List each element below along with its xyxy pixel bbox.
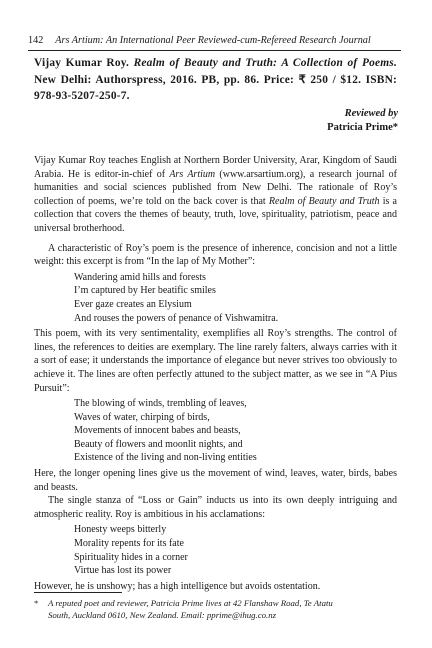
book-title-italic: Realm of Beauty and Truth (268, 195, 380, 207)
paragraph-5: The single stanza of “Loss or Gain” inducts us into its own deeply intriguing and atmospheric reality. Roy is ambitious in his acclamations: (34, 495, 397, 520)
footnote-line-1: A reputed poet and reviewer, Patricia Prime lives at 42 Flanshaw Road, Te Atatu (48, 598, 333, 608)
verse-line: Existence of the living and non-living entities (74, 452, 257, 464)
footnote-line-2: South, Auckland 0610, New Zealand. Email: pprime@ihug.co.nz (48, 610, 277, 620)
journal-name-italic: Ars Artium (169, 168, 216, 180)
paragraph-1-text-a: Vijay Kumar Roy teaches English at Northern Border University, Arar, Kingdom of Saudi Arabia. He is editor-in-chief of (34, 155, 397, 180)
verse-line: Virtue has lost its power (74, 565, 172, 577)
footnote-marker: * (34, 598, 39, 608)
reviewer-name: Patricia Prime* (327, 122, 398, 133)
verse-line: Morality repents for its fate (74, 538, 184, 550)
verse-line: Waves of water, chirping of birds, (74, 411, 210, 423)
verse-line: Beauty of flowers and moonlit nights, and (74, 438, 243, 450)
journal-title: Ars Artium: An International Peer Reviewed-cum-Refereed Research Journal (55, 35, 371, 46)
verse-line: And rouses the powers of penance of Vishwamitra. (74, 312, 279, 324)
verse-line: Ever gaze creates an Elysium (74, 298, 192, 310)
paragraph-2: A characteristic of Roy’s poem is the presence of inherence, concision and not a little weight: this excerpt is from “In the lap of My Mother”: (34, 242, 397, 268)
book-title: Realm of Beauty and Truth: A Collection of Poems. (133, 57, 397, 69)
paragraph-3: This poem, with its very sentimentality, exemplifies all Roy’s strengths. The control of lines, the references to deities are exemplary. The line rarely falters, always carries with it a sort of ease; it understands the importance of elegance but never strives too obviously to achieve it. The lines are often perfectly attuned to the subject matter, as we see in “A Pius Pursuit”: (34, 328, 397, 394)
verse-line: Spirituality hides in a corner (74, 551, 188, 563)
review-citation (34, 55, 397, 105)
reviewed-by-label: Reviewed by (344, 108, 398, 119)
paragraph-6: However, he is unshowy; has a high intelligence but avoids ostentation. (34, 580, 321, 592)
verse-line: The blowing of winds, trembling of leaves, (74, 398, 247, 410)
verse-line: Honesty weeps bitterly (74, 524, 167, 536)
running-header (28, 34, 401, 48)
page-number: 142 (28, 35, 44, 46)
paragraph-1 (34, 154, 397, 236)
reviewer-block (327, 107, 398, 135)
verse-line: I’m captured by Her beatific smiles (74, 285, 216, 297)
paragraph-1-text-c: (www.arsartium.org), a research journal of humanities and social sciences published from New Delhi. The rationale of Roy’s collection of poems, we’re told on the back cover is that (34, 168, 397, 207)
verse-excerpt-2 (74, 397, 397, 465)
verse-excerpt-1 (74, 271, 397, 325)
paragraph-4: Here, the longer opening lines give us the movement of wind, leaves, water, birds, babes and beasts. (34, 468, 397, 493)
footnote (34, 597, 397, 621)
paragraph-1-text-e: is a collection that covers the themes of beauty, truth, love, spirituality, patriotism, peace and universal brotherhood. (34, 195, 397, 234)
book-author: Vijay Kumar Roy. (34, 57, 130, 69)
verse-line: Wandering amid hills and forests (74, 271, 206, 283)
footnote-rule (34, 592, 122, 593)
publication-details: New Delhi: Authorspress, 2016. PB, pp. 86. Price: ₹ 250 / $12. ISBN: 978-93-5207-250-7. (34, 73, 397, 102)
verse-excerpt-3 (74, 523, 397, 577)
review-body (34, 154, 397, 593)
verse-line: Movements of innocent babes and beasts, (74, 425, 241, 437)
header-rule (28, 50, 401, 51)
